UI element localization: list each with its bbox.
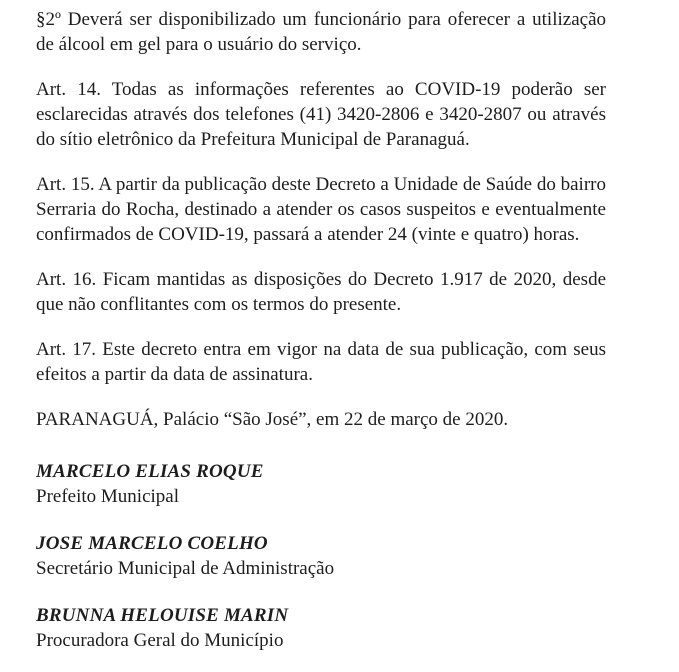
signature-block-secretary [36, 531, 606, 581]
signatory-name: BRUNNA HELOUISE MARIN [36, 605, 289, 626]
paragraph-art-14: Art. 14. Todas as informações referentes ao COVID-19 poderão ser esclarecidas através dos telefones (41) 3420-2806 e 3420-2807 ou através do sítio eletrônico da Prefeitura Municipal de Paranaguá. [36, 79, 606, 150]
signature-block-mayor [36, 459, 606, 509]
paragraph-art-15: Art. 15. A partir da publicação deste Decreto a Unidade de Saúde do bairro Serraria do Rocha, destinado a atender os casos suspeitos e eventualmente confirmados de COVID-19, passará a atender 24 (vinte e quatro) horas. [36, 174, 606, 245]
signatory-name: MARCELO ELIAS ROQUE [36, 461, 264, 482]
signatory-title: Procuradora Geral do Município [36, 630, 284, 651]
signatory-title: Prefeito Municipal [36, 486, 179, 507]
signatory-title: Secretário Municipal de Administração [36, 558, 335, 579]
paragraph-art-17: Art. 17. Este decreto entra em vigor na data de sua publicação, com seus efeitos a partir da data de assinatura. [36, 339, 606, 385]
signatory-name: JOSE MARCELO COELHO [36, 533, 268, 554]
signature-block-attorney [36, 603, 606, 653]
dateline: PARANAGUÁ, Palácio “São José”, em 22 de março de 2020. [36, 409, 509, 430]
paragraph-art-16: Art. 16. Ficam mantidas as disposições do Decreto 1.917 de 2020, desde que não conflitantes com os termos do presente. [36, 269, 606, 315]
paragraph-section-2: §2º Deverá ser disponibilizado um funcionário para oferecer a utilização de álcool em gel para o usuário do serviço. [36, 9, 606, 55]
